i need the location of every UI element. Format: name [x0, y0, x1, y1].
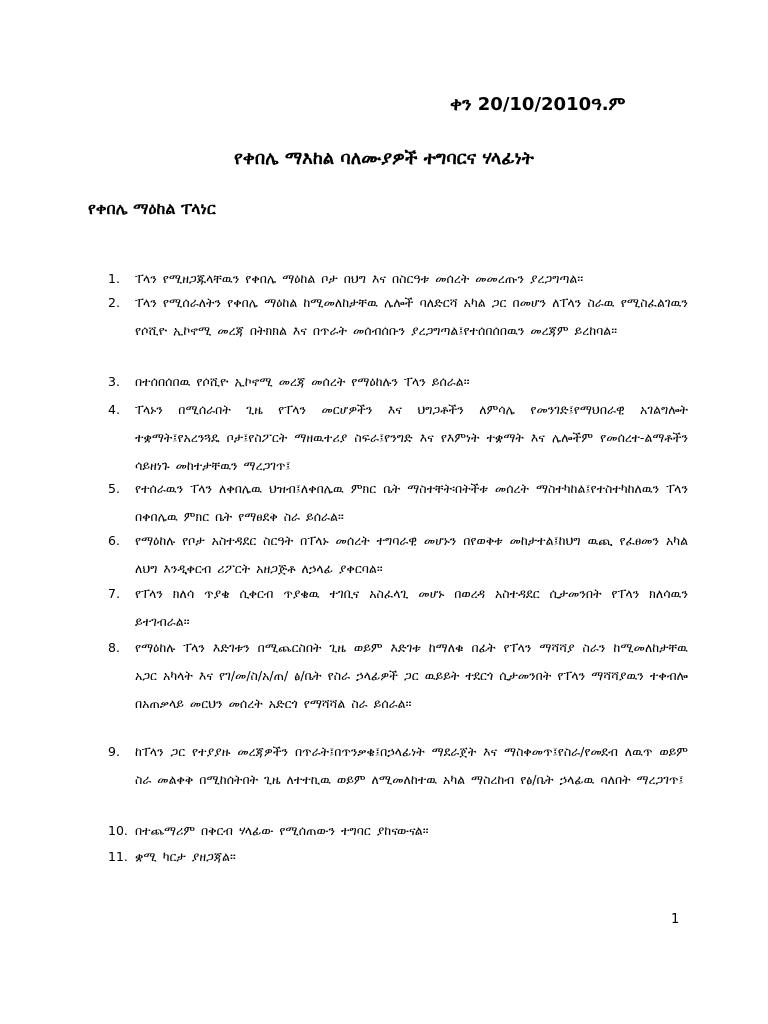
item-text: ፐላን የሚሰራለትን የቀበሌ ማዕከል ከሚመለከታቸዉ ሌሎች ባለድርሻ አካል ጋር በመሆን ለፐላን ስራዉ የሚስፈልገዉን የሶሺዮ ኢኮኖሚ መረጃ በትክክል እና በጥራት መሰብሰቡን ያረጋግጣል፤የተሰበሰበዉን መረጃም ይረከባል፡፡ [135, 295, 688, 338]
item-text: ከፐላን ጋር የተያያዙ መረጃዎችን በጥራት፤በጥንቃቄ፤በኃላፊነት ማደራጀት እና ማስቀመጥ፤የስራ/የመደብ ለዉጥ ወይም ስራ መልቀቅ በሚከሰትበት ጊዜ ለተተኪዉ ወይም ለሚመለከተዉ አካል ማስረከብ የፅ/ቤት ኃላፊዉ ባለበት ማረጋገጥ፤ [135, 744, 688, 787]
list-item [108, 368, 688, 396]
item-number: 3. [108, 374, 120, 389]
item-text: የማዕከሉ የቦታ አስተዳደር ስርዓት በፐላኑ መሰረት ተግባራዊ መሆኑን በየወቅቱ መከታተል፤ከህግ ዉጪ የፈፀመን አካል ለህግ እንዲቀርብ ሪፖርት አዘጋጅቶ ለኃላፊ ያቀርባል፡፡ [135, 533, 688, 576]
item-text: በተጨማሪም በቅርብ ሃላፊው የሚሰጠውን ተግባር ያከናውናል፡፡ [135, 823, 429, 838]
item-text: በተሰበሰበዉ የሶሺዮ ኢኮኖሚ መረጃ መሰረት የማዕከሉን ፐላን ይሰራል፡፡ [135, 374, 470, 389]
document-date: ቀን 20/10/2010ዓ.ም [450, 94, 626, 115]
item-number: 4. [108, 402, 120, 417]
list-item [108, 634, 688, 718]
page-number: 1 [671, 912, 680, 927]
section-heading: የቀበሌ ማዕከል ፐላነር [88, 199, 216, 218]
item-text: የተሰራዉን ፐላን ለቀበሌዉ ህዝብ፤ለቀበሌዉ ምክር ቤት ማስተቸት፡በትችቱ መሰረት ማስተካከል፤የተስተካከለዉን ፐላን በቀበሌዉ ምክር ቤት የማፀደቅ ስራ ይሰራል፡፡ [135, 481, 688, 524]
item-text: ፐላን የሚዘጋጁላቸዉን የቀበሌ ማዕከል ቦታ በህግ እና በስርዓቱ መሰረት መመረጡን ያረጋግጣል፡፡ [135, 271, 584, 286]
list-item [108, 475, 688, 531]
item-text: የፐላን ክለሳ ጥያቄ ሲቀርብ ጥያቄዉ ተገቢና አስፈላጊ መሆኑ በወረዳ አስተዳደር ሲታመንበት የፐላን ክለሳዉን ይተገብራል፡፡ [135, 586, 688, 629]
list-item [108, 580, 688, 636]
item-number: 11. [108, 849, 128, 864]
item-number: 8. [108, 640, 120, 655]
list-item [108, 843, 688, 871]
item-number: 5. [108, 481, 120, 496]
list-item [108, 289, 688, 345]
list-item [108, 396, 688, 480]
item-number: 6. [108, 533, 120, 548]
item-text: ቋሚ ካርታ ያዘጋጃል፡፡ [135, 849, 236, 864]
list-item [108, 527, 688, 583]
list-item [108, 738, 688, 794]
item-number: 10. [108, 823, 128, 838]
document-title: የቀበሌ ማእከል ባለሙያዎች ተግባርና ሃላፊነት [234, 148, 534, 169]
item-number: 7. [108, 586, 120, 601]
item-text: ፐላኑን በሚሰራበት ጊዜ የፐላን መርሆዎችን እና ህግጋቶችን ለምሳሌ የመንገድ፤የማህበራዊ አገልግሎት ተቋማት፤የአረንጓዴ ቦታ፤የስፖርት ማዘዉተሪያ ስፍራ፤የንግድ እና የእምነት ተቋማት እና ሌሎችም የመሰረተ-ልማቶችን ሳይዘነጉ መከተታቸዉን ማረጋገጥ፤ [135, 402, 688, 473]
list-item [108, 817, 688, 845]
item-number: 1. [108, 271, 120, 286]
item-number: 2. [108, 295, 120, 310]
item-text: የማዕከሉ ፐላን እድገቱን በሚጨርስበት ጊዜ ወይም እድገቱ ከማለቁ በፊት የፐላን ማሻሻያ ስራን ከሚመለከታቸዉ አጋር አካላት እና የገ/መ/ስ/አ/ጠ/ ፅ/ቤት የስራ ኃላፊዎች ጋር ዉይይት ተደርጎ ሲታመንበት የፐላን ማሻሻያዉን ተቀብሎ በአጠቃላይ መርህን መሰረት አድርጎ የማሻሻል ስራ ይሰራል፡፡ [135, 640, 688, 711]
item-number: 9. [108, 744, 120, 759]
